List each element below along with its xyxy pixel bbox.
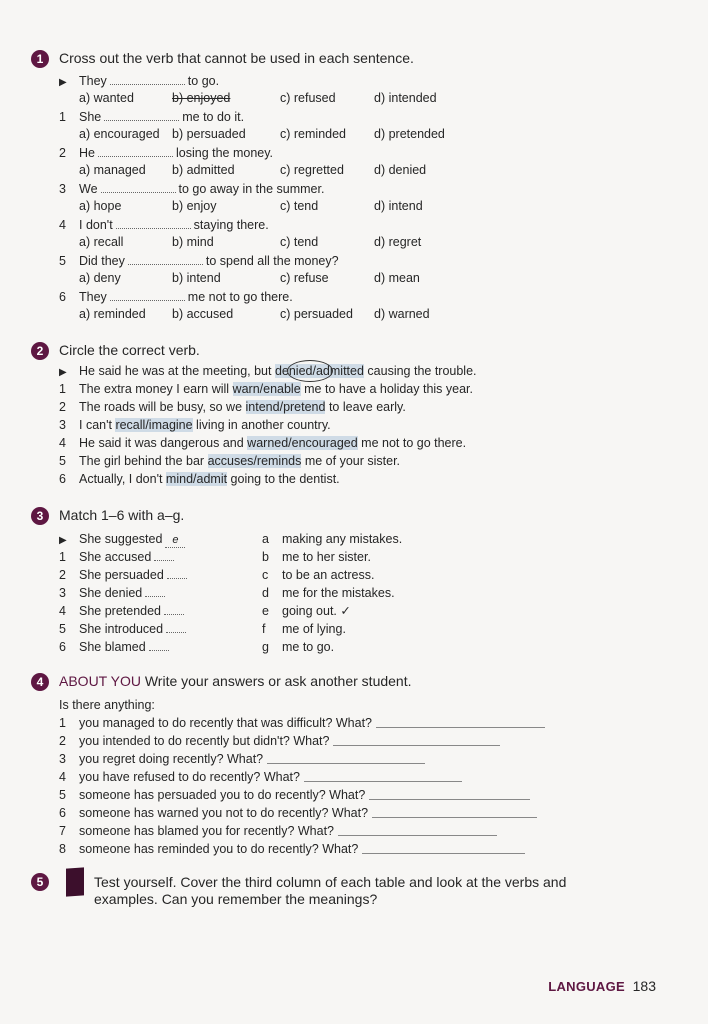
match-left-item (59, 585, 168, 601)
section-4-intro: Is there anything: (59, 698, 155, 712)
answer-option: d) mean (374, 271, 420, 285)
question-line (59, 787, 365, 803)
match-answer-blank (166, 621, 186, 633)
match-right-item (262, 621, 346, 637)
sentence-end: me to do it. (182, 110, 245, 124)
verb-option-b: imagine (148, 418, 193, 432)
match-letter: b (262, 550, 269, 564)
answer-option: d) warned (374, 307, 430, 321)
page-footer (548, 978, 656, 994)
match-left-item (59, 603, 187, 619)
question-text: you have refused to do recently? What? (79, 770, 300, 784)
answer-option: a) recall (79, 235, 124, 249)
sentence-start: The extra money I earn will (79, 382, 233, 396)
question-text: someone has blamed you for recently? What? (79, 824, 334, 838)
section-2-number: 2 (31, 342, 49, 360)
section-1-number: 1 (31, 50, 49, 68)
match-letter: g (262, 640, 269, 654)
question-line (59, 841, 358, 857)
match-answer-blank (145, 585, 165, 597)
item-number: 5 (59, 622, 66, 636)
sentence-end: me of your sister. (301, 454, 401, 468)
slash: / (279, 400, 284, 414)
sentence-start: He said he was at the meeting, but (79, 364, 275, 378)
item-number: 4 (59, 436, 66, 450)
verb-option-b: reminds (256, 454, 302, 468)
section-4-number: 4 (31, 673, 49, 691)
item-number: 1 (59, 716, 66, 730)
verb-option-b: encouraged (291, 436, 358, 450)
answer-line (372, 817, 537, 818)
match-stem: She blamed (79, 640, 146, 654)
about-you-label: ABOUT YOU (59, 673, 141, 689)
sentence-line (59, 109, 244, 125)
item-number: 2 (59, 734, 66, 748)
sentence-line (59, 453, 400, 469)
answer-blank (104, 109, 179, 121)
footer-label: LANGUAGE (548, 979, 626, 994)
match-left-item (59, 531, 188, 549)
answer-option: c) persuaded (280, 307, 353, 321)
sentence-line (59, 145, 273, 161)
match-letter: c (262, 568, 269, 582)
answer-option: b) enjoyed (172, 91, 231, 105)
page-number: 183 (632, 978, 656, 994)
slash: / (259, 382, 264, 396)
sentence-end: me to have a holiday this year. (300, 382, 473, 396)
match-ending: going out. ✓ (282, 604, 351, 618)
question-line (59, 751, 263, 767)
sentence-end: losing the money. (175, 146, 274, 160)
sentence-end: me not to go there. (187, 290, 293, 304)
answer-line (362, 853, 525, 854)
sentence-end: living in another country. (192, 418, 331, 432)
match-stem: She pretended (79, 604, 162, 618)
item-number: 2 (59, 400, 66, 414)
verb-option-a: mind (165, 472, 194, 486)
sentence-end: staying there. (193, 218, 269, 232)
example-arrow-icon: ▶ (59, 367, 67, 378)
question-text: someone has reminded you to do recently? What? (79, 842, 359, 856)
sentence-start: We (79, 182, 98, 196)
verb-option-a: intend (245, 400, 280, 414)
sentence-line (59, 435, 466, 451)
match-stem: She denied (79, 586, 143, 600)
question-text: you managed to do recently that was difficult? What? (79, 716, 372, 730)
answer-blank (116, 217, 191, 229)
item-number: 5 (59, 454, 66, 468)
verb-option-b: pretend (283, 400, 326, 414)
sentence-start: She (79, 110, 102, 124)
answer-blank (128, 253, 203, 265)
item-number: 3 (59, 752, 66, 766)
match-ending: me for the mistakes. (282, 586, 395, 600)
match-left-item (59, 621, 189, 637)
sentence-end: to go away in the summer. (178, 182, 325, 196)
question-text: you regret doing recently? What? (79, 752, 264, 766)
sentence-line (59, 217, 269, 233)
answer-option: d) regret (374, 235, 422, 249)
question-line (59, 715, 372, 731)
sentence-start: He (79, 146, 95, 160)
match-ending: me to her sister. (282, 550, 371, 564)
sentence-start: Did they (79, 254, 125, 268)
question-line (59, 769, 300, 785)
question-line (59, 823, 334, 839)
question-text: someone has warned you not to do recently? What? (79, 806, 369, 820)
verb-option-a: recall (115, 418, 146, 432)
answer-blank (101, 181, 176, 193)
answer-option: a) wanted (79, 91, 134, 105)
verb-choice (115, 418, 192, 432)
sentence-end: going to the dentist. (227, 472, 340, 486)
answer-blank (110, 73, 185, 85)
answer-option: c) regretted (280, 163, 344, 177)
verb-choice (246, 400, 326, 414)
item-number: 4 (59, 218, 66, 232)
sentence-line (59, 289, 293, 305)
item-number: 1 (59, 110, 66, 124)
sentence-end: causing the trouble. (363, 364, 477, 378)
answer-line (376, 727, 545, 728)
bookmark-icon (66, 867, 84, 896)
answer-blank (98, 145, 173, 157)
sentence-start: The girl behind the bar (79, 454, 208, 468)
verb-option-a: accuses (207, 454, 254, 468)
match-left-item (59, 567, 190, 583)
sentence-line (59, 363, 477, 381)
item-number: 1 (59, 382, 66, 396)
verb-option-a: warned (247, 436, 289, 450)
verb-option-b: admitted (315, 364, 364, 378)
answer-option: a) hope (79, 199, 122, 213)
match-right-item (262, 549, 371, 565)
answer-line (304, 781, 462, 782)
item-number: 5 (59, 254, 66, 268)
verb-choice (166, 472, 227, 486)
match-letter: e (262, 604, 269, 618)
section-5-line-1: Test yourself. Cover the third column of each table and look at the verbs and (94, 874, 567, 890)
item-number: 1 (59, 550, 66, 564)
item-number: 6 (59, 806, 66, 820)
sentence-start: They (79, 74, 107, 88)
sentence-start: I can't (79, 418, 116, 432)
item-number: 4 (59, 604, 66, 618)
example-arrow-icon: ▶ (59, 535, 67, 546)
answer-option: a) managed (79, 163, 146, 177)
answer-option: b) accused (172, 307, 234, 321)
match-answer-blank: e (165, 536, 185, 548)
answer-blank (110, 289, 185, 301)
match-letter: f (262, 622, 266, 636)
verb-option-b: enable (263, 382, 301, 396)
sentence-end: to go. (187, 74, 220, 88)
match-ending: making any mistakes. (282, 532, 403, 546)
sentence-end: me not to go there. (357, 436, 467, 450)
sentence-start: Actually, I don't (79, 472, 166, 486)
answer-option: b) mind (172, 235, 214, 249)
match-right-item (262, 585, 395, 601)
match-answer-blank (167, 567, 187, 579)
item-number: 3 (59, 586, 66, 600)
verb-choice (247, 436, 358, 450)
section-4-instruction: Write your answers or ask another student. (144, 673, 412, 689)
item-number: 3 (59, 182, 66, 196)
item-number: 5 (59, 788, 66, 802)
question-text: someone has persuaded you to do recently? What? (79, 788, 366, 802)
match-right-item (262, 603, 351, 619)
match-stem: She persuaded (79, 568, 164, 582)
sentence-start: I don't (79, 218, 113, 232)
sentence-line (59, 73, 219, 91)
item-number: 6 (59, 472, 66, 486)
answer-option: b) persuaded (172, 127, 246, 141)
section-4-title (59, 673, 412, 689)
answer-option: d) pretended (374, 127, 445, 141)
match-answer-blank (149, 639, 169, 651)
question-line (59, 805, 368, 821)
match-letter: a (262, 532, 269, 546)
sentence-line (59, 381, 473, 397)
item-number: 6 (59, 290, 66, 304)
sentence-line (59, 399, 406, 415)
answer-circle-mark (287, 360, 333, 382)
answer-option: c) refuse (280, 271, 329, 285)
answer-option: d) intended (374, 91, 437, 105)
answer-option: b) admitted (172, 163, 235, 177)
answer-line (267, 763, 425, 764)
verb-choice (208, 454, 302, 468)
section-3-title: Match 1–6 with a–g. (59, 507, 185, 523)
sentence-line (59, 253, 339, 269)
verb-option-a: denied (274, 364, 313, 378)
sentence-start: They (79, 290, 107, 304)
item-number: 7 (59, 824, 66, 838)
section-5-number: 5 (31, 873, 49, 891)
match-right-item (262, 639, 334, 655)
item-number: 6 (59, 640, 66, 654)
answer-option: d) denied (374, 163, 427, 177)
sentence-end: to spend all the money? (205, 254, 339, 268)
match-right-item (262, 567, 374, 583)
match-stem: She introduced (79, 622, 164, 636)
sentence-start: He said it was dangerous and (79, 436, 248, 450)
match-stem: She accused (79, 550, 152, 564)
item-number: 8 (59, 842, 66, 856)
answer-option: b) intend (172, 271, 221, 285)
verb-option-a: warn (232, 382, 260, 396)
answer-option: a) encouraged (79, 127, 160, 141)
sentence-end: to leave early. (325, 400, 406, 414)
answer-option: c) tend (280, 235, 319, 249)
section-2-title: Circle the correct verb. (59, 342, 200, 358)
sentence-start: The roads will be busy, so we (79, 400, 246, 414)
match-right-item (262, 531, 402, 547)
slash: / (288, 436, 292, 450)
answer-option: b) enjoy (172, 199, 217, 213)
answer-line (369, 799, 530, 800)
sentence-line (59, 471, 340, 487)
match-answer-blank (154, 549, 174, 561)
slash: / (193, 472, 197, 486)
section-5-line-2: examples. Can you remember the meanings? (94, 891, 378, 907)
match-stem: She suggested (79, 532, 163, 546)
answer-option: c) reminded (280, 127, 346, 141)
sentence-line (59, 181, 324, 197)
slash: / (253, 454, 257, 468)
match-ending: me of lying. (282, 622, 346, 636)
match-answer-blank (164, 603, 184, 615)
example-arrow-icon: ▶ (59, 77, 67, 88)
answer-option: c) refused (280, 91, 336, 105)
match-ending: me to go. (282, 640, 335, 654)
slash: / (145, 418, 149, 432)
section-1-title: Cross out the verb that cannot be used in each sentence. (59, 50, 414, 66)
question-line (59, 733, 329, 749)
item-number: 2 (59, 146, 66, 160)
answer-option: a) deny (79, 271, 121, 285)
verb-option-b: admit (196, 472, 228, 486)
item-number: 4 (59, 770, 66, 784)
item-number: 2 (59, 568, 66, 582)
answer-line (333, 745, 500, 746)
question-text: you intended to do recently but didn't? What? (79, 734, 330, 748)
answer-option: a) reminded (79, 307, 146, 321)
match-letter: d (262, 586, 269, 600)
match-left-item (59, 639, 172, 655)
slash: / (312, 364, 316, 378)
sentence-line (59, 417, 331, 433)
item-number: 3 (59, 418, 66, 432)
answer-option: c) tend (280, 199, 319, 213)
answer-option: d) intend (374, 199, 423, 213)
match-ending: to be an actress. (282, 568, 375, 582)
verb-choice (233, 382, 301, 396)
match-left-item (59, 549, 177, 565)
answer-line (338, 835, 497, 836)
section-3-number: 3 (31, 507, 49, 525)
